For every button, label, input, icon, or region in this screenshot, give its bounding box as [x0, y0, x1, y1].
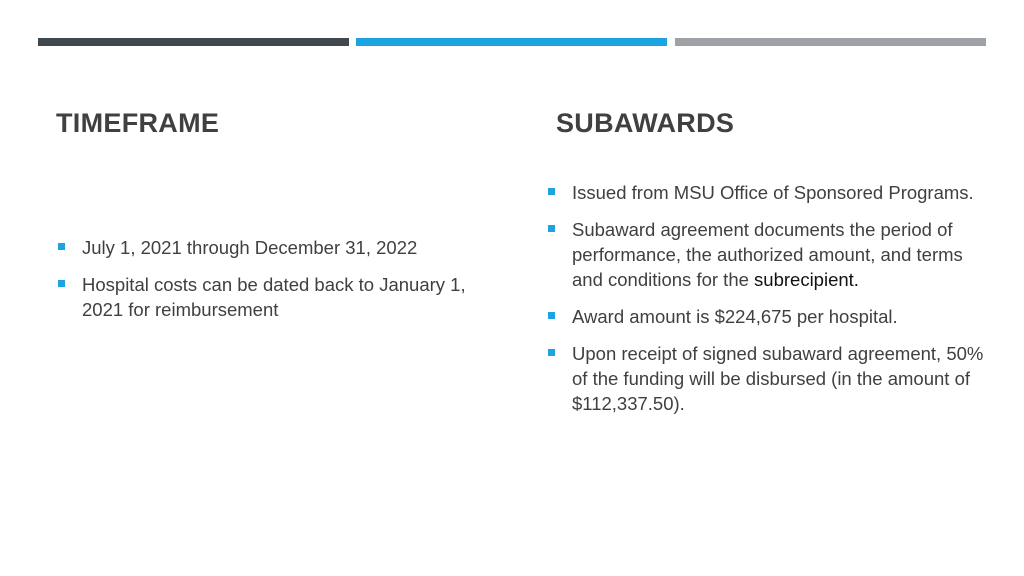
list-item: [546, 304, 986, 329]
subawards-heading: SUBAWARDS: [556, 108, 735, 138]
timeframe-heading: TIMEFRAME: [56, 108, 220, 138]
accent-bar-blue: [356, 38, 667, 46]
square-bullet-icon: [548, 188, 555, 195]
list-item: [546, 217, 986, 292]
list-item: [56, 235, 496, 260]
list-item-text: Award amount is $224,675 per hospital.: [572, 306, 898, 327]
subawards-list: [546, 180, 986, 428]
square-bullet-icon: [548, 349, 555, 356]
accent-bar-dark: [38, 38, 349, 46]
list-item-text: Hospital costs can be dated back to January 1, 2021 for reimbursement: [82, 274, 466, 320]
accent-bar-gray: [675, 38, 986, 46]
list-item-text: Upon receipt of signed subaward agreement, 50% of the funding will be disbursed (in the amount of $112,337.50).: [572, 343, 984, 414]
square-bullet-icon: [58, 280, 65, 287]
square-bullet-icon: [548, 312, 555, 319]
square-bullet-icon: [548, 225, 555, 232]
list-item: [546, 341, 986, 416]
list-item: [56, 272, 496, 322]
square-bullet-icon: [58, 243, 65, 250]
list-item-text: Subaward agreement documents the period of performance, the authorized amount, and terms and conditions for the: [572, 219, 963, 290]
subrecipient-text: subrecipient.: [754, 269, 859, 290]
list-item-text: Issued from MSU Office of Sponsored Programs.: [572, 182, 974, 203]
timeframe-list: [56, 235, 496, 334]
list-item: [546, 180, 986, 205]
list-item-text: July 1, 2021 through December 31, 2022: [82, 237, 418, 258]
header-accent-bars: [38, 38, 986, 46]
